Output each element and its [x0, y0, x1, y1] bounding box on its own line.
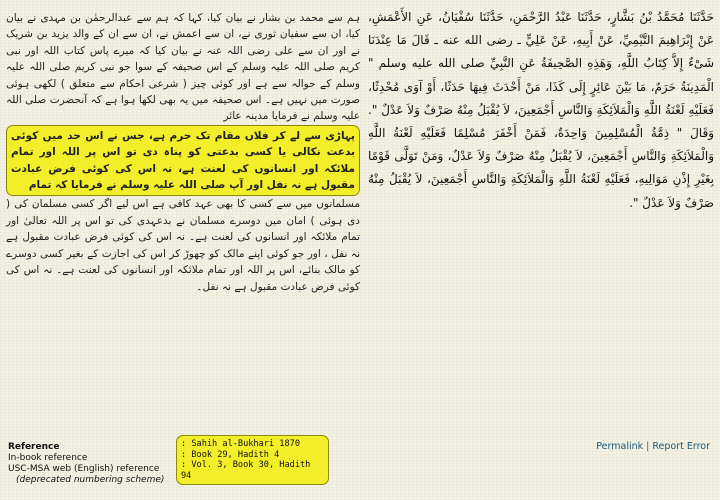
report-error-link[interactable]: Report Error — [652, 441, 710, 452]
reference-value-sahih: : Sahih al-Bukhari 1870 — [181, 439, 300, 449]
reference-title: Reference — [8, 442, 60, 452]
usc-msa-reference-label: USC-MSA web (English) reference — [8, 464, 160, 474]
urdu-translation — [6, 10, 360, 295]
arabic-hadith-text — [368, 6, 714, 215]
reference-labels — [8, 442, 183, 486]
link-separator: | — [646, 441, 650, 452]
usc-msa-deprecated-note: (deprecated numbering scheme) — [16, 475, 165, 485]
reference-value-usc-msa: : Vol. 3, Book 30, Hadith 94 — [181, 460, 311, 481]
urdu-highlighted-passage: پہاڑی سے لے کر فلاں مقام تک حرم ہے، جس نے اس حد میں کوئی بدعت نکالی یا کسی بدعتی کو پناہ دی تو اس پر اللہ اور تمام ملائکہ اور انسانوں کی لعنت ہے، نہ اس کی کوئی فرض عبادت مقبول ہے نہ نفل اور آپ صلی اللہ علیہ وسلم نے فرمایا کہ تمام — [6, 125, 360, 197]
urdu-text-before-highlight: ہم سے محمد بن بشار نے بیان کیا، کہا کہ ہم سے عبدالرحمٰن بن مہدی نے بیان کیا، ان سے سفیان ثوری نے، ان سے اعمش نے، ان سے ان کے والد یزید بن شریک نے اور ان سے علی رضی اللہ عنہ نے بیان کیا کہ میرے پاس کتاب اللہ اور نبی کریم صلی اللہ علیہ وسلم کے اس صحیفہ کے سوا جو نبی کریم صلی اللہ علیہ وسلم کے حوالہ سے ہے اور کوئی چیز ( شرعی احکام سے متعلق ) لکھی ہوئی صورت میں نہیں ہے۔ اس صحیفہ میں یہ بھی لکھا ہوا ہے کہ آنحضرت صلی اللہ علیہ وسلم نے فرمایا مدینہ عائر — [6, 12, 360, 123]
in-book-reference-label: In-book reference — [8, 453, 88, 463]
urdu-text-after-highlight: مسلمانوں میں سے کسی کا بھی عہد کافی ہے اس لیے اگر کسی مسلمان کی ( دی ہوئی ) امان میں دوسرے مسلمان نے بدعہدی کی تو اس پر اللہ تعالیٰ اور تمام ملائکہ اور انسانوں کی لعنت ہے۔ نہ اس کی کوئی فرض عبادت مقبول ہے نہ نفل ، اور جو کوئی اپنے مالک کو چھوڑ کر اس کی اجازت کے بغیر کسی دوسرے کو مالک بنائے، اس پر اللہ اور تمام ملائکہ اور انسانوں کی لعنت ہے۔ نہ اس کی کوئی فرض عبادت مقبول ہے نہ نفل۔ — [6, 198, 360, 293]
hadith-links — [596, 441, 710, 452]
arabic-text: حَدَّثَنَا مُحَمَّدُ بْنُ بَشَّارٍ، حَدَّثَنَا عَبْدُ الرَّحْمَنِ، حَدَّثَنَا سُفْيَانُ، عَنِ الأَعْمَشِ، عَنْ إِبْرَاهِيمَ التَّيْمِيِّ، عَنْ أَبِيهِ، عَنْ عَلِيٍّ ـ رضى الله عنه ـ قَالَ مَا عِنْدَنَا شَىْءٌ إِلاَّ كِتَابُ اللَّهِ، وَهَذِهِ الصَّحِيفَةُ عَنِ النَّبِيِّ صلى الله عليه وسلم " الْمَدِينَةُ حَرَمٌ، مَا بَيْنَ عَائِرٍ إِلَى كَذَا، مَنْ أَحْدَثَ فِيهَا حَدَثًا، أَوْ آوَى مُحْدِثًا، فَعَلَيْهِ لَعْنَةُ اللَّهِ وَالْمَلاَئِكَةِ وَالنَّاسِ أَجْمَعِينَ، لاَ يُقْبَلُ مِنْهُ صَرْفٌ وَلاَ عَدْلٌ ". وَقَالَ " ذِمَّةُ الْمُسْلِمِينَ وَاحِدَةٌ، فَمَنْ أَخْفَرَ مُسْلِمًا فَعَلَيْهِ لَعْنَةُ اللَّهِ وَالْمَلاَئِكَةِ وَالنَّاسِ أَجْمَعِينَ، لاَ يُقْبَلُ مِنْهُ صَرْفٌ وَلاَ عَدْلٌ، وَمَنْ تَوَلَّى قَوْمًا بِغَيْرِ إِذْنِ مَوَالِيهِ، فَعَلَيْهِ لَعْنَةُ اللَّهِ وَالْمَلاَئِكَةِ وَالنَّاسِ أَجْمَعِينَ، لاَ يُقْبَلُ مِنْهُ صَرْفٌ وَلاَ عَدْلٌ ". — [368, 10, 714, 210]
reference-value-in-book: : Book 29, Hadith 4 — [181, 449, 280, 460]
reference-values-highlight — [176, 435, 329, 485]
permalink-link[interactable]: Permalink — [596, 441, 644, 452]
